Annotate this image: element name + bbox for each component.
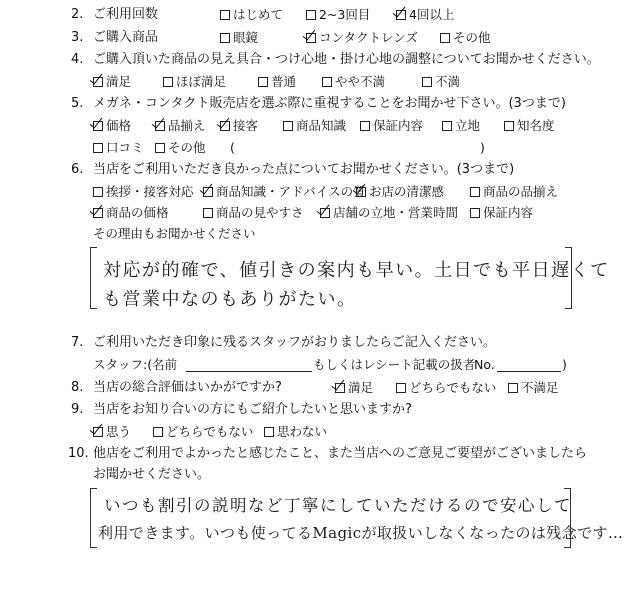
- q7-number: 7.: [71, 335, 84, 350]
- q2-question: ご利用回数: [93, 7, 159, 22]
- q6-option-warranty[interactable]: 保証内容: [470, 205, 533, 221]
- checked-checkbox-icon: [306, 33, 316, 43]
- q5-option-warranty[interactable]: 保証内容: [360, 118, 423, 134]
- q7-question: ご利用いただき印象に残るスタッフがおりましたらご記入ください。: [93, 335, 497, 350]
- reason-bracket-left: [90, 247, 97, 309]
- q4-number: 4.: [71, 52, 84, 67]
- q5-other-paren-open: (: [230, 140, 235, 155]
- staff-number-input[interactable]: [497, 371, 561, 372]
- q8-option-neutral[interactable]: どちらでもない: [396, 380, 496, 396]
- checkbox-icon: [360, 121, 370, 131]
- q4-option-satisfied[interactable]: 満足: [93, 74, 131, 90]
- q3-option-glasses[interactable]: 眼鏡: [220, 30, 258, 46]
- q8-option-unsatisfied[interactable]: 不満足: [508, 380, 559, 396]
- q5-option-selection[interactable]: 品揃え: [155, 118, 206, 134]
- q10-comment-handwriting-line1[interactable]: いつも割引の説明など丁寧にしていただけるので安心して: [104, 496, 572, 515]
- q4-question: ご購入頂いた商品の見え具合・つけ心地・掛け心地の調整についてお聞かせください。: [93, 52, 600, 67]
- q9-number: 9.: [71, 402, 84, 417]
- q3-number: 3.: [71, 30, 84, 45]
- q5-option-location[interactable]: 立地: [442, 118, 480, 134]
- checkbox-icon: [258, 77, 268, 87]
- checkbox-icon: [396, 383, 406, 393]
- q9-option-yes[interactable]: 思う: [93, 424, 131, 440]
- checked-checkbox-icon: [356, 187, 366, 197]
- q6-option-price[interactable]: 商品の価格: [93, 205, 169, 221]
- q8-option-satisfied[interactable]: 満足: [335, 380, 373, 396]
- q5-option-other[interactable]: その他: [155, 140, 206, 156]
- q9-option-neutral[interactable]: どちらでもない: [153, 424, 253, 440]
- q10-question-line2: お聞かせください。: [93, 467, 211, 482]
- checked-checkbox-icon: [320, 208, 330, 218]
- q3-question: ご購入商品: [93, 30, 159, 45]
- checkbox-icon: [203, 208, 213, 218]
- q6-option-visibility[interactable]: 商品の見やすさ: [203, 205, 304, 221]
- checkbox-icon: [283, 121, 293, 131]
- q5-number: 5.: [71, 96, 84, 111]
- checkbox-icon: [306, 10, 316, 20]
- q5-option-knowledge[interactable]: 商品知識: [283, 118, 346, 134]
- checkbox-icon: [470, 187, 480, 197]
- q4-option-slightly-unsatisfied[interactable]: やや不満: [322, 74, 385, 90]
- q8-number: 8.: [71, 380, 84, 395]
- checkbox-icon: [220, 10, 230, 20]
- q5-other-paren-close: ): [480, 140, 485, 155]
- q6-option-location-hours[interactable]: 店舗の立地・営業時間: [320, 205, 458, 221]
- checkbox-icon: [163, 77, 173, 87]
- checkbox-icon: [220, 33, 230, 43]
- q5-option-reputation[interactable]: 知名度: [504, 118, 555, 134]
- q2-option-2to3[interactable]: 2~3回目: [306, 7, 370, 23]
- comment-bracket-left: [90, 488, 97, 548]
- q6-option-greeting[interactable]: 挨拶・接客対応: [93, 184, 194, 200]
- q2-option-first[interactable]: はじめて: [220, 7, 283, 23]
- q6-option-knowledge-advice[interactable]: 商品知識・アドバイスの質: [203, 184, 366, 200]
- q9-question: 当店をお知り合いの方にもご紹介したいと思いますか?: [93, 402, 412, 417]
- checkbox-icon: [504, 121, 514, 131]
- q7-receipt-label: もしくはレシート記載の扱者: [313, 357, 476, 372]
- checked-checkbox-icon: [220, 121, 230, 131]
- checkbox-icon: [155, 143, 165, 153]
- checkbox-icon: [442, 121, 452, 131]
- checked-checkbox-icon: [335, 383, 345, 393]
- q9-option-no[interactable]: 思わない: [264, 424, 327, 440]
- checked-checkbox-icon: [155, 121, 165, 131]
- q5-option-price[interactable]: 価格: [93, 118, 131, 134]
- checkbox-icon: [440, 33, 450, 43]
- q5-option-reviews[interactable]: 口コミ: [93, 140, 144, 156]
- q7-close-paren: ): [562, 357, 567, 372]
- q5-question: メガネ・コンタクト販売店を選ぶ際に重視することをお聞かせ下さい。(3つまで): [93, 96, 566, 111]
- staff-name-input[interactable]: [186, 371, 312, 372]
- checkbox-icon: [93, 143, 103, 153]
- q10-comment-handwriting-line2[interactable]: 利用できます。いつも使ってるMagicが取扱いしなくなったのは残念です…: [98, 524, 624, 542]
- q7-no-label: No.: [474, 357, 495, 372]
- q3-option-contacts[interactable]: コンタクトレンズ: [306, 30, 418, 46]
- checkbox-icon: [93, 187, 103, 197]
- checkbox-icon: [470, 208, 480, 218]
- checkbox-icon: [153, 427, 163, 437]
- q2-number: 2.: [71, 7, 84, 22]
- q8-question: 当店の総合評価はいかがですか?: [93, 380, 282, 395]
- q6-reason-label: その理由もお聞かせください: [93, 226, 256, 241]
- q4-option-normal[interactable]: 普通: [258, 74, 296, 90]
- q4-option-unsatisfied[interactable]: 不満: [422, 74, 460, 90]
- q3-option-other[interactable]: その他: [440, 30, 491, 46]
- q5-option-service[interactable]: 接客: [220, 118, 258, 134]
- q10-number: 10.: [68, 446, 89, 461]
- checked-checkbox-icon: [93, 208, 103, 218]
- q6-option-selection[interactable]: 商品の品揃え: [470, 184, 558, 200]
- checked-checkbox-icon: [93, 121, 103, 131]
- q7-staff-label: スタッフ:(名前: [93, 357, 178, 372]
- checked-checkbox-icon: [93, 77, 103, 87]
- checkbox-icon: [264, 427, 274, 437]
- q6-reason-handwriting-line1[interactable]: 対応が的確で、値引きの案内も早い。土日でも平日遅くて: [103, 260, 610, 281]
- checkbox-icon: [422, 77, 432, 87]
- q4-option-mostly[interactable]: ほぼ満足: [163, 74, 226, 90]
- checked-checkbox-icon: [93, 427, 103, 437]
- q6-option-cleanliness[interactable]: お店の清潔感: [356, 184, 444, 200]
- q2-option-4plus[interactable]: 4回以上: [396, 7, 454, 23]
- q6-question: 当店をご利用いただき良かった点についてお聞かせください。(3つまで): [93, 162, 515, 177]
- checked-checkbox-icon: [396, 10, 406, 20]
- checkbox-icon: [508, 383, 518, 393]
- checked-checkbox-icon: [203, 187, 213, 197]
- checkbox-icon: [322, 77, 332, 87]
- q10-question-line1: 他店をご利用でよかったと感じたこと、また当店へのご意見ご要望がございましたら: [93, 446, 588, 461]
- q6-number: 6.: [71, 162, 84, 177]
- q6-reason-handwriting-line2[interactable]: も営業中なのもありがたい。: [103, 289, 357, 310]
